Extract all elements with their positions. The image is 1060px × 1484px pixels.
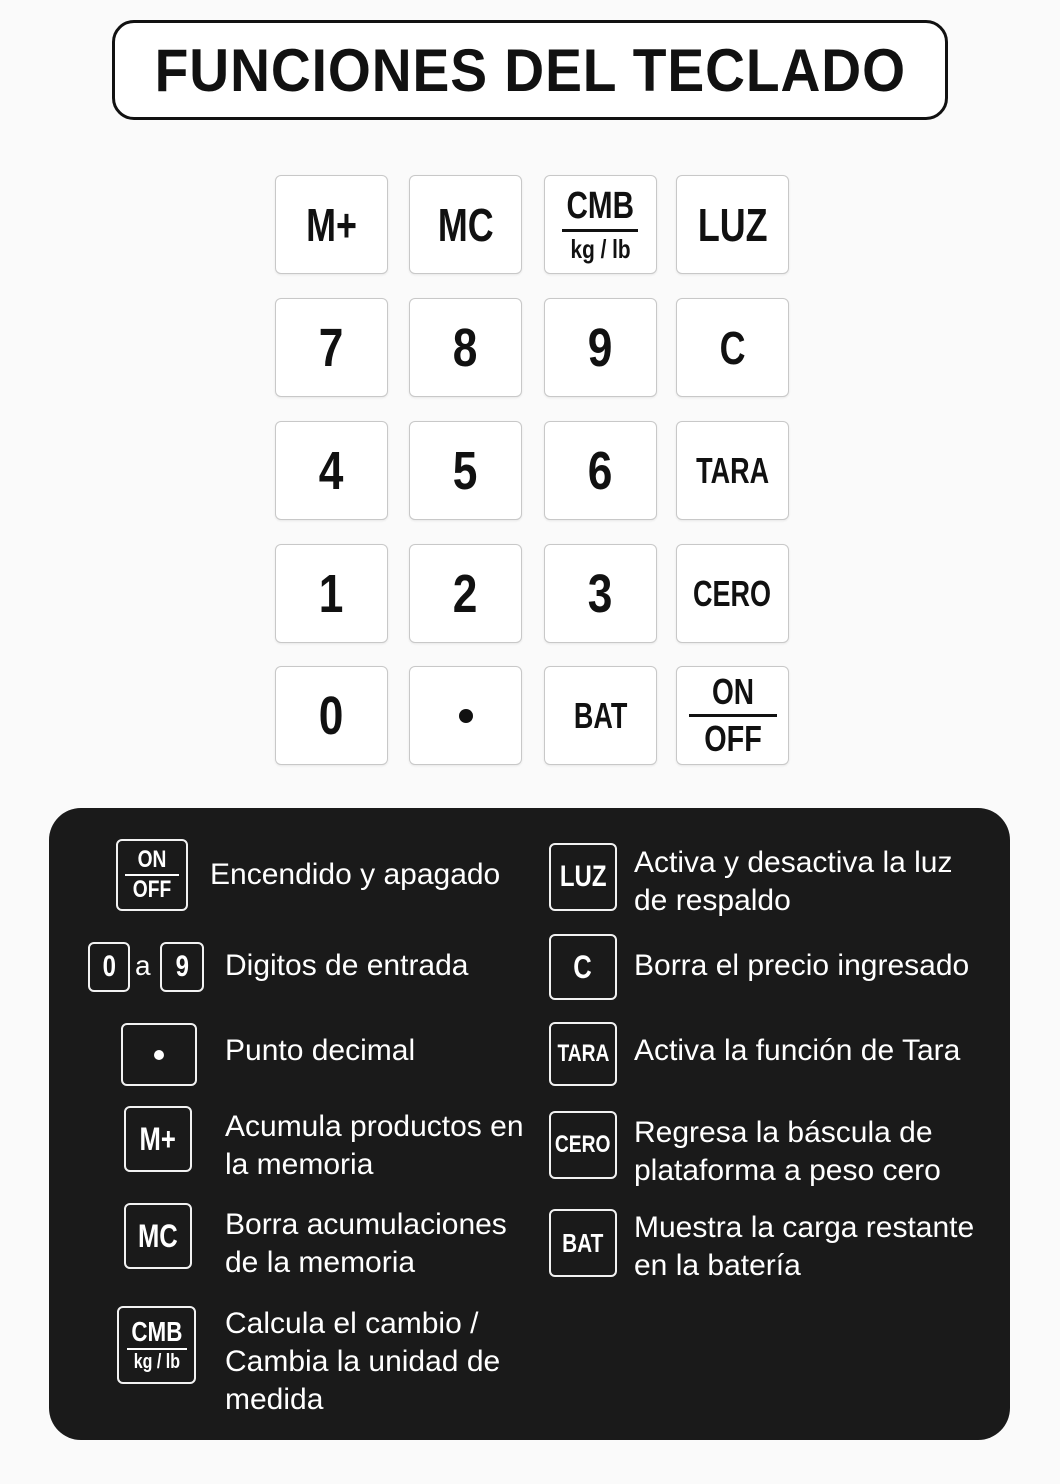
key-label: 2 (453, 563, 478, 624)
desc-line: Activa la función de Tara (634, 1034, 961, 1067)
key-label: M+ (306, 198, 357, 251)
digits-separator: a (135, 950, 151, 981)
desc-line: Punto decimal (225, 1034, 416, 1067)
key-label-bottom: kg / lb (570, 234, 631, 264)
legend-key-label: C (573, 949, 593, 985)
legend-key-label: MC (138, 1218, 178, 1254)
key-luz[interactable] (676, 175, 789, 274)
key-decimal-point[interactable] (409, 666, 522, 765)
fraction-bar (127, 1348, 187, 1350)
legend-key-bat (549, 1209, 617, 1277)
legend-key-label-top: ON (137, 846, 167, 873)
key-label: 7 (319, 317, 344, 378)
key-1[interactable] (275, 544, 388, 643)
key-fraction (689, 671, 777, 759)
dot-icon (154, 1050, 164, 1060)
desc-line: Borra el precio ingresado (634, 949, 970, 982)
desc-line: Cambia la unidad de (225, 1345, 501, 1378)
legend-desc-bat (634, 1209, 974, 1285)
dot-icon (459, 709, 473, 723)
key-cmb[interactable] (544, 175, 657, 274)
key-label: BAT (573, 694, 628, 736)
desc-line: Calcula el cambio / (225, 1307, 479, 1340)
legend-key-label: M+ (139, 1121, 177, 1157)
legend-key-decimal-point (121, 1023, 197, 1086)
legend-key-label: LUZ (559, 860, 607, 893)
legend-desc-mc (225, 1206, 507, 1282)
desc-line: en la batería (634, 1249, 801, 1282)
key-tara[interactable] (676, 421, 789, 520)
legend-key-0 (88, 942, 130, 992)
legend-desc-decimal (225, 1032, 415, 1070)
legend-key-mc (124, 1203, 192, 1269)
key-5[interactable] (409, 421, 522, 520)
key-2[interactable] (409, 544, 522, 643)
key-m-plus[interactable] (275, 175, 388, 274)
key-label: 8 (453, 317, 478, 378)
legend-key-label: CERO (555, 1131, 611, 1158)
legend-desc-digits (225, 947, 469, 985)
desc-line: Digitos de entrada (225, 949, 469, 982)
key-label: CERO (693, 572, 772, 614)
key-c[interactable] (676, 298, 789, 397)
key-0[interactable] (275, 666, 388, 765)
key-bat[interactable] (544, 666, 657, 765)
legend-key-9 (160, 942, 204, 992)
desc-line: plataforma a peso cero (634, 1154, 941, 1187)
key-label: MC (437, 198, 494, 251)
legend-key-on-off (116, 839, 188, 911)
legend-desc-cero (634, 1114, 941, 1190)
key-label-bottom: OFF (703, 718, 762, 759)
key-fraction (557, 187, 644, 262)
key-7[interactable] (275, 298, 388, 397)
key-label: 4 (319, 440, 344, 501)
legend-key-cmb (117, 1306, 196, 1384)
legend-desc-m-plus (225, 1108, 524, 1184)
key-label-top: ON (711, 671, 754, 712)
legend-key-luz (549, 843, 617, 911)
key-mc[interactable] (409, 175, 522, 274)
key-label: 3 (588, 563, 613, 624)
key-label: 6 (588, 440, 613, 501)
desc-line: Borra acumulaciones (225, 1208, 507, 1241)
legend-key-label-top: CMB (130, 1316, 182, 1347)
key-4[interactable] (275, 421, 388, 520)
desc-line: Activa y desactiva la luz (634, 846, 953, 879)
legend-key-label: 9 (175, 950, 189, 983)
key-6[interactable] (544, 421, 657, 520)
key-8[interactable] (409, 298, 522, 397)
legend-key-label-bottom: OFF (132, 876, 172, 903)
page-title: FUNCIONES DEL TECLADO (154, 36, 906, 104)
legend-key-label-bottom: kg / lb (133, 1351, 180, 1373)
fraction-bar (689, 714, 777, 717)
legend-key-tara (549, 1022, 617, 1086)
legend-key-c (549, 934, 617, 1000)
key-label: 9 (588, 317, 613, 378)
desc-line: de respaldo (634, 884, 791, 917)
desc-line: la memoria (225, 1148, 374, 1181)
desc-line: Encendido y apagado (210, 858, 501, 891)
legend-key-label: 0 (102, 950, 116, 983)
legend-desc-on-off (210, 856, 500, 894)
legend-desc-c (634, 947, 969, 985)
desc-line: de la memoria (225, 1246, 416, 1279)
legend-desc-tara (634, 1032, 960, 1070)
desc-line: Acumula productos en (225, 1110, 524, 1143)
key-label: TARA (696, 449, 769, 491)
key-3[interactable] (544, 544, 657, 643)
desc-line: medida (225, 1383, 324, 1416)
legend-desc-luz (634, 844, 952, 920)
desc-line: Regresa la báscula de (634, 1116, 933, 1149)
key-on-off[interactable] (676, 666, 789, 765)
key-label-top: CMB (566, 185, 635, 227)
legend-key-label: TARA (557, 1040, 609, 1067)
legend-key-cero (549, 1111, 617, 1179)
key-cero[interactable] (676, 544, 789, 643)
key-9[interactable] (544, 298, 657, 397)
legend-key-m-plus (124, 1106, 192, 1172)
fraction-bar (562, 229, 638, 232)
key-label: C (719, 321, 746, 374)
legend-desc-cmb (225, 1305, 500, 1419)
key-label: 0 (319, 685, 344, 746)
key-label: 5 (453, 440, 478, 501)
key-label: 1 (319, 563, 344, 624)
desc-line: Muestra la carga restante (634, 1211, 975, 1244)
legend-key-label: BAT (562, 1228, 604, 1258)
key-label: LUZ (697, 198, 768, 251)
